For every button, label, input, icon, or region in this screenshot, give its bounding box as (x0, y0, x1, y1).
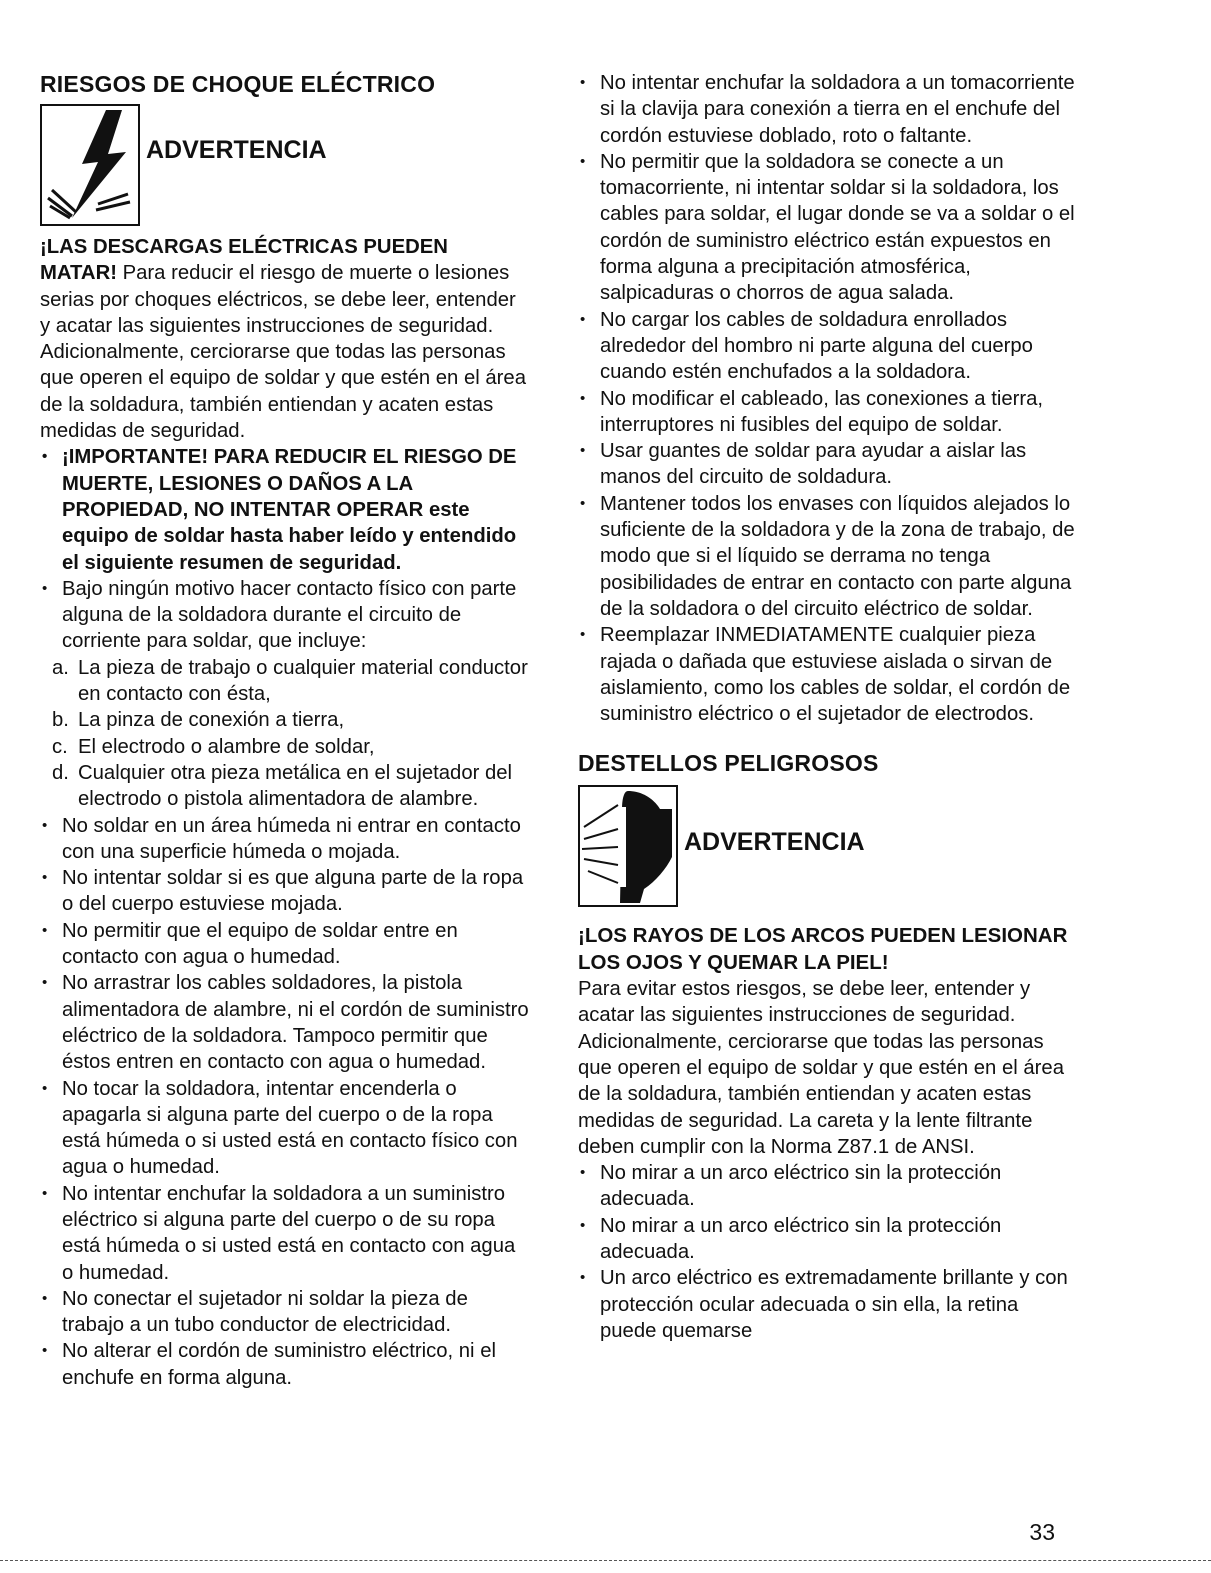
flash-warning-banner (578, 785, 1078, 907)
list-item: • Bajo ningún motivo hacer contacto físico con parte alguna de la soldadora durante el circuito de corriente para soldar, que incluye: (40, 576, 530, 655)
list-item: • No conectar el sujetador ni soldar la pieza de trabajo a un tubo conductor de electricidad. (40, 1286, 530, 1339)
list-item: • Un arco eléctrico es extremadamente brillante y con protección ocular adecuada o sin ella, la retina puede quemarse (578, 1265, 1078, 1344)
sub-item: c. El electrodo o alambre de soldar, (52, 735, 375, 758)
sub-item: a. La pieza de trabajo o cualquier material conductor en contacto con ésta, (52, 656, 528, 706)
list-item: • No intentar enchufar la soldadora a un suministro eléctrico si alguna parte del cuerpo o de su ropa está húmeda o si usted está en contacto con agua o humedad. (40, 1181, 530, 1286)
list-item: • Reemplazar INMEDIATAMENTE cualquier pieza rajada o dañada que estuviese aislada o sirvan de aislamiento, como los cables de soldar, el cordón de suministro eléctrico o el sujetador de electrodos. (578, 622, 1078, 727)
warning-label: ADVERTENCIA (684, 827, 865, 856)
list-item: • No permitir que el equipo de soldar entre en contacto con agua o humedad. (40, 918, 530, 971)
lightning-bolt-icon (42, 106, 137, 223)
list-item: • No permitir que la soldadora se conecte a un tomacorriente, ni intentar soldar si la soldadora, los cables para soldar, el lugar donde se va a soldar o el cordón de suministro eléctrico están expuestos en forma alguna a precipitación atmosférica, salpicaduras o chorros de agua salada. (578, 149, 1078, 307)
electric-intro (40, 234, 530, 444)
list-item: • No mirar a un arco eléctrico sin la protección adecuada. (578, 1213, 1078, 1266)
list-item: • No arrastrar los cables soldadores, la pistola alimentadora de alambre, ni el cordón de suministro eléctrico de la soldadora. Tampoco permitir que éstos entren en contacto con agua o humedad. (40, 970, 530, 1075)
flash-intro-bold: ¡LOS RAYOS DE LOS ARCOS PUEDEN LESIONAR LOS OJOS Y QUEMAR LA PIEL! (578, 924, 1068, 974)
list-item: • Usar guantes de soldar para ayudar a aislar las manos del circuito de soldadura. (578, 438, 1078, 491)
sub-item: d. Cualquier otra pieza metálica en el sujetador del electrodo o pistola alimentadora de alambre. (52, 761, 513, 811)
electric-bullets (40, 444, 530, 654)
helmet-icon (580, 787, 675, 904)
list-item: • No alterar el cordón de suministro eléctrico, ni el enchufe en forma alguna. (40, 1338, 530, 1391)
electric-intro-bold: ¡LAS DESCARGAS ELÉCTRICAS PUEDEN MATAR! (40, 236, 448, 285)
right-column (578, 70, 1078, 1344)
electric-shock-heading: RIESGOS DE CHOQUE ELÉCTRICO (40, 71, 436, 97)
sub-item: b. La pinza de conexión a tierra, (52, 709, 345, 732)
welding-helmet-icon (578, 785, 678, 907)
flash-intro-text: Para evitar estos riesgos, se debe leer, entender y acatar las siguientes instrucciones de seguridad. Adicionalmente, cerciorarse que todas las personas que operen el equipo de soldar y que estén en el área de la soldadura, también entiendan y acaten estas medidas de seguridad. La careta y la lente filtrante deben cumplir con la Norma Z87.1 de ANSI. (578, 978, 1064, 1158)
list-item: • No modificar el cableado, las conexiones a tierra, interruptores ni fusibles del equipo de soldar. (578, 386, 1078, 439)
list-item: • No tocar la soldadora, intentar encenderla o apagarla si alguna parte del cuerpo o de la ropa está húmeda o si usted está en contacto físico con agua o humedad. (40, 1076, 530, 1181)
electric-bullets-more (40, 813, 530, 1392)
hazardous-flashes-heading: DESTELLOS PELIGROSOS (578, 750, 879, 777)
list-item: • No intentar soldar si es que alguna parte de la ropa o del cuerpo estuviese mojada. (40, 865, 530, 918)
important-notice: • ¡IMPORTANTE! PARA REDUCIR EL RIESGO DE MUERTE, LESIONES O DAÑOS A LA PROPIEDAD, NO INTENTAR OPERAR este equipo de soldar hasta haber leído y entendido el siguiente resumen de seguridad. (40, 444, 530, 575)
footer-rule (0, 1560, 1211, 1561)
list-item: • No cargar los cables de soldadura enrollados alrededor del hombro ni parte alguna del cuerpo cuando estén enchufados a la soldadora. (578, 307, 1078, 386)
electric-shock-icon (40, 104, 140, 226)
list-item: • No mirar a un arco eléctrico sin la protección adecuada. (578, 1160, 1078, 1213)
electric-warning-banner (40, 104, 530, 226)
left-column (40, 0, 530, 1391)
contact-sublist (40, 655, 530, 813)
list-item: • No intentar enchufar la soldadora a un tomacorriente si la clavija para conexión a tierra en el enchufe del cordón estuviese doblado, roto o faltante. (578, 70, 1078, 149)
electric-bullets-continued (578, 70, 1078, 727)
page-number: 33 (1029, 1519, 1055, 1545)
list-item: • Mantener todos los envases con líquidos alejados lo suficiente de la soldadora y de la zona de trabajo, de modo que si el líquido se derrama no tenga posibilidades de entrar en contacto con parte alguna de la soldadora o del circuito eléctrico de soldar. (578, 491, 1078, 622)
flash-bullets (578, 1160, 1078, 1344)
list-item: • No soldar en un área húmeda ni entrar en contacto con una superficie húmeda o mojada. (40, 813, 530, 866)
warning-label: ADVERTENCIA (146, 135, 327, 164)
electric-intro-text: Para reducir el riesgo de muerte o lesiones serias por choques eléctricos, se debe leer, entender y acatar las siguientes instrucciones de seguridad. Adicionalmente, cerciorarse que todas las personas que operen el equipo de soldar y que estén en el área de la soldadura, también entiendan y acaten estas medidas de seguridad. (40, 262, 526, 443)
